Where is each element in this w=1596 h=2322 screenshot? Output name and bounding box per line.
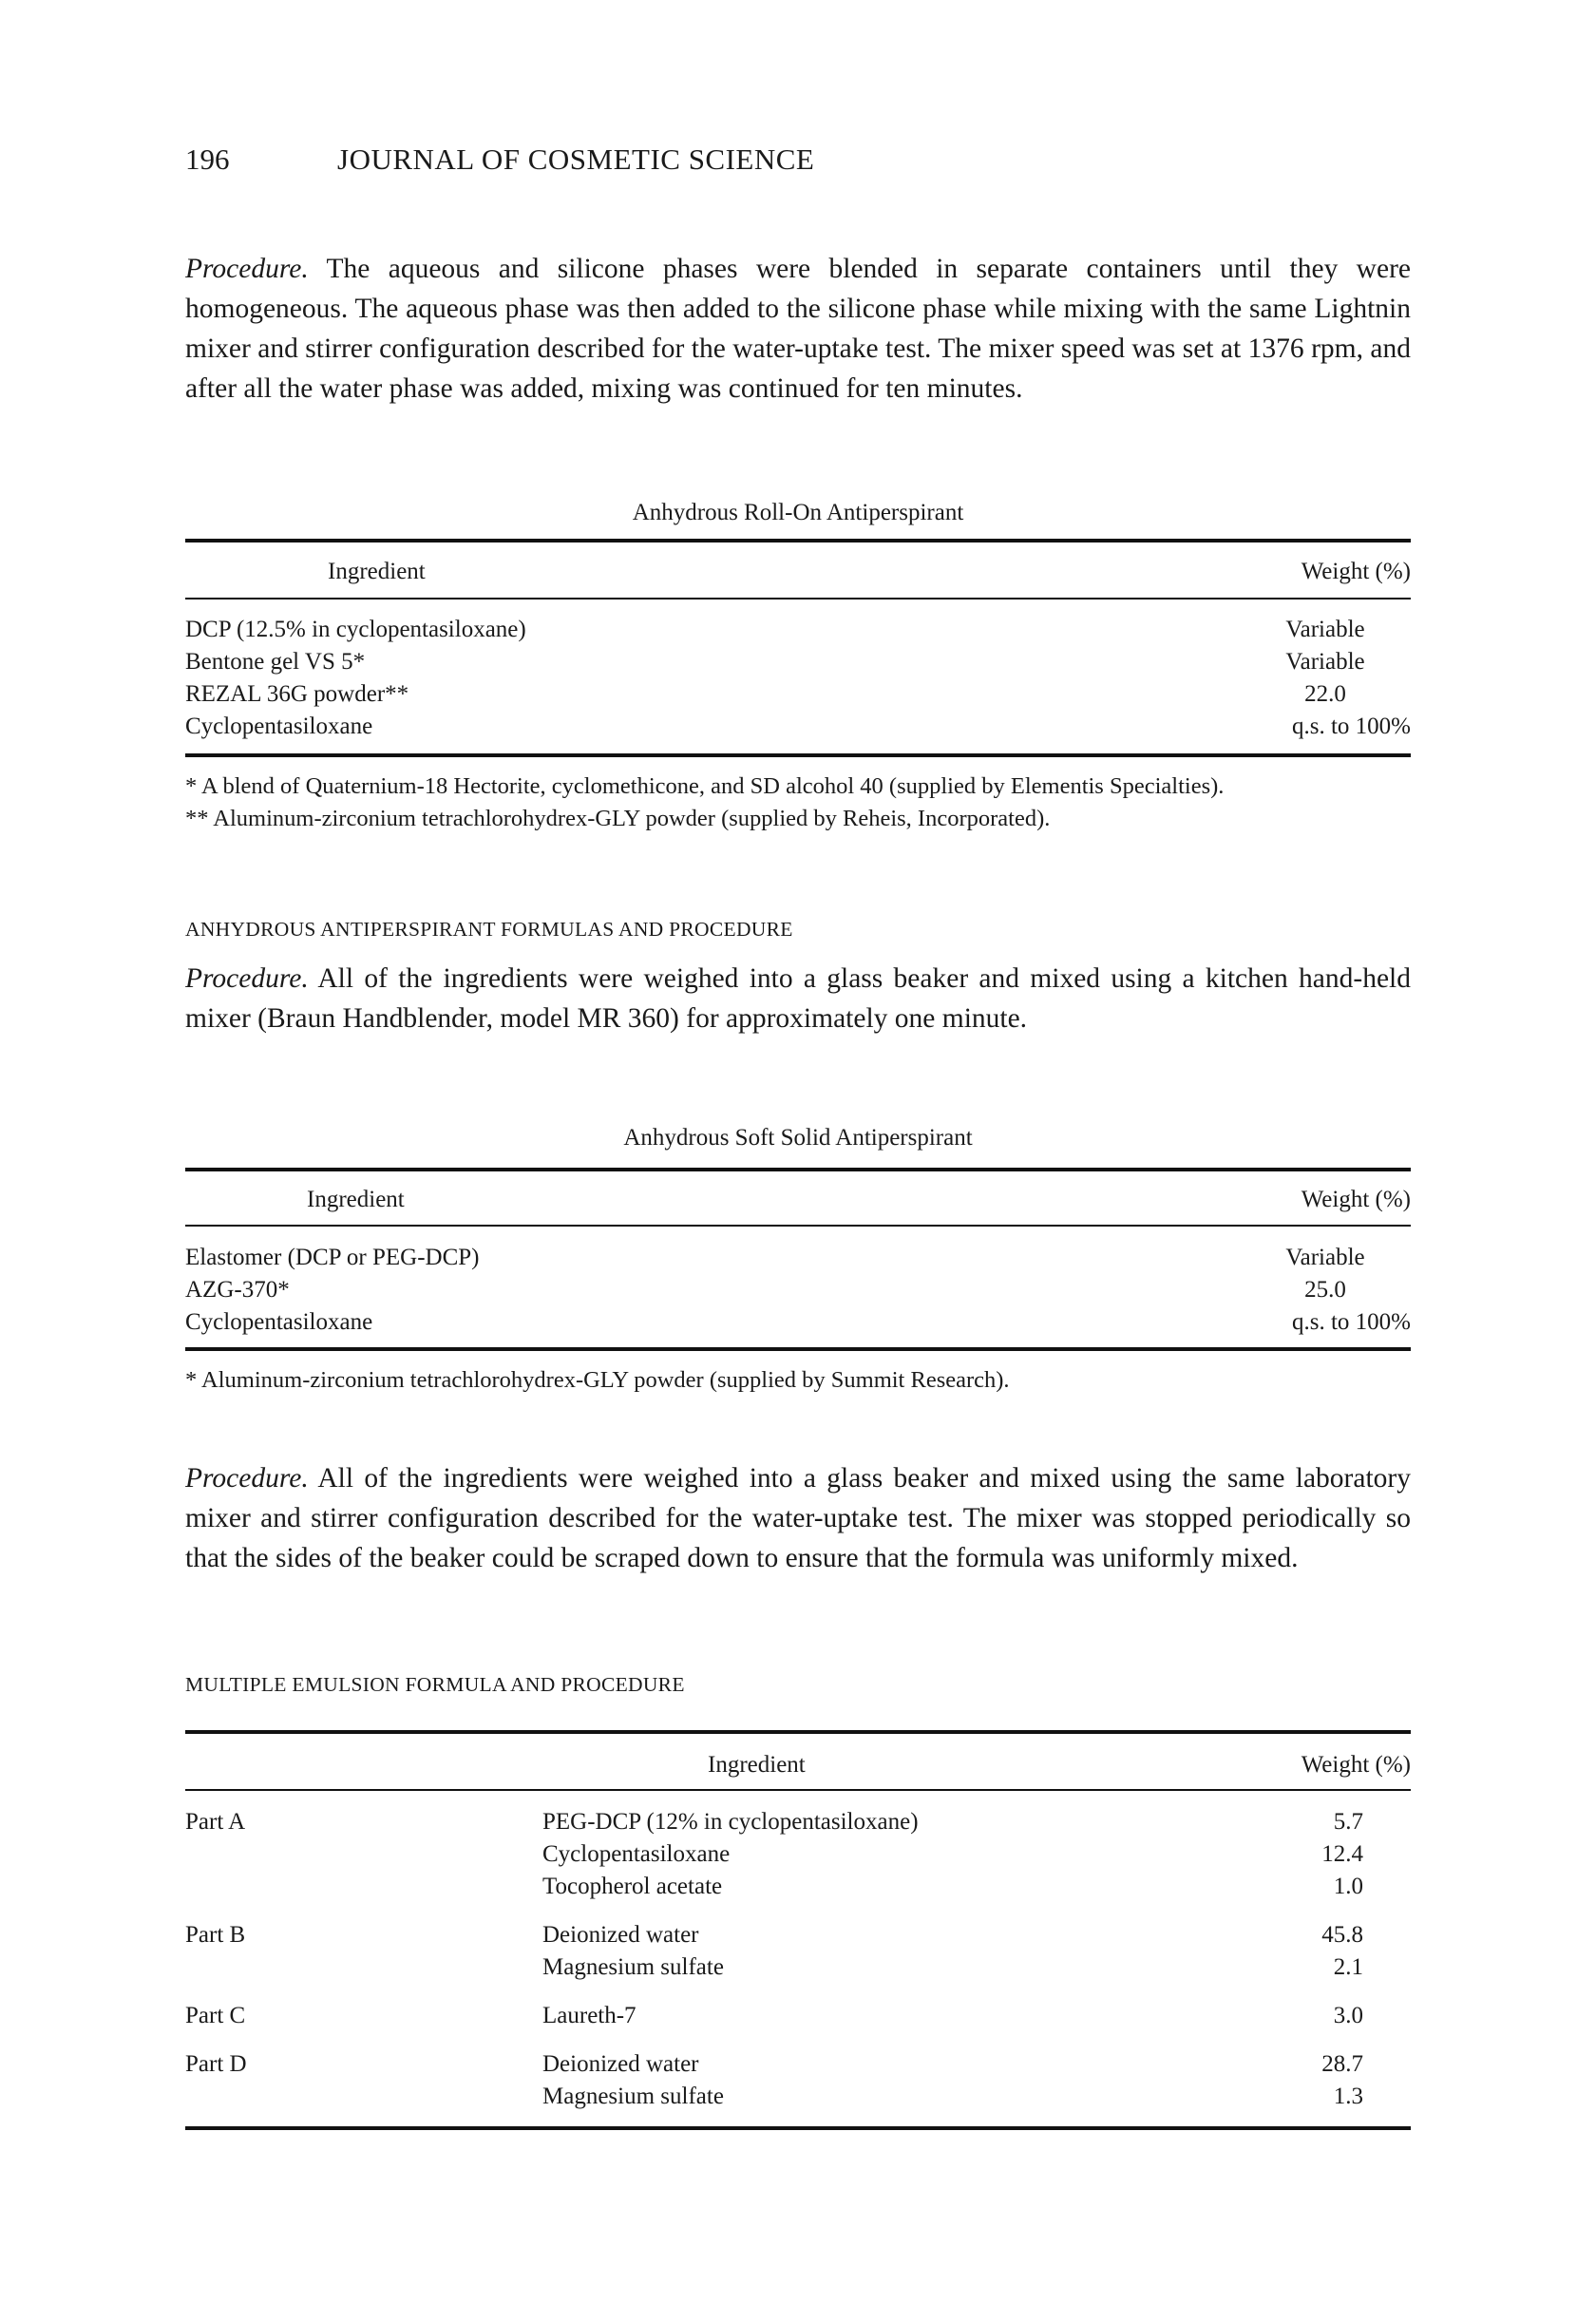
table-row	[185, 1951, 1411, 1984]
table-row	[185, 1306, 1411, 1339]
col-weight-header: Weight (%)	[1301, 1752, 1411, 1778]
ingredient-cell: Tocopherol acetate	[542, 1874, 723, 1899]
table3-header	[185, 1749, 1411, 1781]
footnote: ** Aluminum-zirconium tetrachlorohydrex-GLY powder (supplied by Reheis, Incorporated).	[185, 806, 1051, 831]
table2-title: Anhydrous Soft Solid Antiperspirant	[623, 1125, 973, 1151]
col-ingredient-header: Ingredient	[307, 1187, 405, 1212]
ingredient-cell: Cyclopentasiloxane	[542, 1841, 731, 1867]
weight-cell: 25.0	[1304, 1277, 1346, 1303]
page-number: 196	[185, 143, 230, 176]
paragraph-text: All of the ingredients were weighed into a glass beaker and mixed using a kitchen hand-held mixer (Braun Handblender, model MR 360) for approximately one minute.	[185, 963, 1411, 1034]
table-row	[185, 1242, 1411, 1274]
table-row	[185, 2048, 1411, 2081]
weight-cell: 3.0	[1333, 2003, 1363, 2028]
col-ingredient-header: Ingredient	[708, 1752, 806, 1778]
weight-cell: 12.4	[1321, 1841, 1363, 1867]
table-row	[185, 614, 1411, 646]
table2-bottom-rule	[185, 1347, 1411, 1351]
ingredient-cell: Cyclopentasiloxane	[185, 714, 373, 739]
table3-top-rule	[185, 1730, 1411, 1734]
ingredient-cell: Deionized water	[542, 2051, 699, 2077]
weight-cell: Variable	[1285, 649, 1365, 675]
ingredient-cell: Bentone gel VS 5*	[185, 649, 366, 675]
weight-cell: 1.3	[1333, 2084, 1363, 2109]
table-row	[185, 2081, 1411, 2113]
part-cell: Part A	[185, 1809, 246, 1835]
table-row	[185, 2000, 1411, 2032]
table2-footnote: * Aluminum-zirconium tetrachlorohydrex-GLY powder (supplied by Summit Research).	[185, 1367, 1010, 1393]
table-row	[185, 1919, 1411, 1951]
procedure-paragraph-1	[185, 249, 1411, 409]
weight-cell: q.s. to 100%	[1292, 714, 1411, 739]
ingredient-cell: Magnesium sulfate	[542, 2084, 724, 2109]
weight-cell: q.s. to 100%	[1292, 1309, 1411, 1335]
paragraph-text: All of the ingredients were weighed into a glass beaker and mixed using the same laboratory mixer and stirrer configuration described for the water-uptake test. The mixer was stopped periodically so that the sides of the beaker could be scraped down to ensure that the formula was uniformly mixed.	[185, 1463, 1411, 1573]
footnote: * A blend of Quaternium-18 Hectorite, cyclomethicone, and SD alcohol 40 (supplied by Elementis Specialties).	[185, 773, 1225, 799]
table3-header-rule	[185, 1789, 1411, 1791]
running-header	[185, 143, 1411, 181]
weight-cell: 5.7	[1333, 1809, 1363, 1835]
table3-body	[185, 1806, 1411, 2113]
procedure-label: Procedure.	[185, 254, 309, 284]
ingredient-cell: PEG-DCP (12% in cyclopentasiloxane)	[542, 1809, 919, 1835]
table-row	[185, 1871, 1411, 1903]
col-ingredient-header: Ingredient	[328, 559, 426, 584]
part-cell: Part D	[185, 2051, 247, 2077]
ingredient-cell: Cyclopentasiloxane	[185, 1309, 373, 1335]
table2-body	[185, 1242, 1411, 1339]
table1-body	[185, 614, 1411, 743]
table-row	[185, 1838, 1411, 1871]
ingredient-cell: DCP (12.5% in cyclopentasiloxane)	[185, 617, 526, 642]
ingredient-cell: Deionized water	[542, 1922, 699, 1948]
table1-top-rule	[185, 539, 1411, 542]
section-heading-anhydrous: ANHYDROUS ANTIPERSPIRANT FORMULAS AND PROCEDURE	[185, 918, 793, 941]
paragraph-text: The aqueous and silicone phases were blended in separate containers until they were homogeneous. The aqueous phase was then added to the silicone phase while mixing with the same Lightnin mixer and stirrer configuration described for the water-uptake test. The mixer speed was set at 1376 rpm, and after all the water phase was added, mixing was continued for ten minutes.	[185, 254, 1411, 404]
table-row	[185, 1806, 1411, 1838]
table-row	[185, 646, 1411, 678]
table2-header	[185, 1184, 1411, 1216]
table1-footnotes	[185, 771, 1411, 835]
table-row	[185, 1274, 1411, 1306]
section-heading-multiple-emulsion: MULTIPLE EMULSION FORMULA AND PROCEDURE	[185, 1673, 685, 1696]
ingredient-cell: AZG-370*	[185, 1277, 290, 1303]
weight-cell: 2.1	[1333, 1954, 1363, 1980]
col-weight-header: Weight (%)	[1301, 1187, 1411, 1212]
col-weight-header: Weight (%)	[1301, 559, 1411, 584]
weight-cell: 45.8	[1321, 1922, 1363, 1948]
ingredient-cell: Laureth-7	[542, 2003, 636, 2028]
weight-cell: 1.0	[1333, 1874, 1363, 1899]
journal-title: JOURNAL OF COSMETIC SCIENCE	[337, 143, 815, 176]
table2-top-rule	[185, 1168, 1411, 1171]
ingredient-cell: Magnesium sulfate	[542, 1954, 724, 1980]
procedure-paragraph-3	[185, 1458, 1411, 1578]
table1-title: Anhydrous Roll-On Antiperspirant	[632, 500, 964, 525]
weight-cell: 28.7	[1321, 2051, 1363, 2077]
ingredient-cell: REZAL 36G powder**	[185, 681, 409, 707]
table1-header-rule	[185, 598, 1411, 600]
procedure-paragraph-2	[185, 959, 1411, 1038]
table1-header	[185, 556, 1411, 588]
table-row	[185, 678, 1411, 711]
weight-cell: Variable	[1285, 1245, 1365, 1270]
procedure-label: Procedure.	[185, 1463, 309, 1494]
weight-cell: Variable	[1285, 617, 1365, 642]
part-cell: Part B	[185, 1922, 246, 1948]
part-cell: Part C	[185, 2003, 246, 2028]
weight-cell: 22.0	[1304, 681, 1346, 707]
table2-header-rule	[185, 1225, 1411, 1227]
table1-bottom-rule	[185, 753, 1411, 757]
table-row	[185, 711, 1411, 743]
table3-bottom-rule	[185, 2126, 1411, 2130]
ingredient-cell: Elastomer (DCP or PEG-DCP)	[185, 1245, 480, 1270]
procedure-label: Procedure.	[185, 963, 309, 994]
